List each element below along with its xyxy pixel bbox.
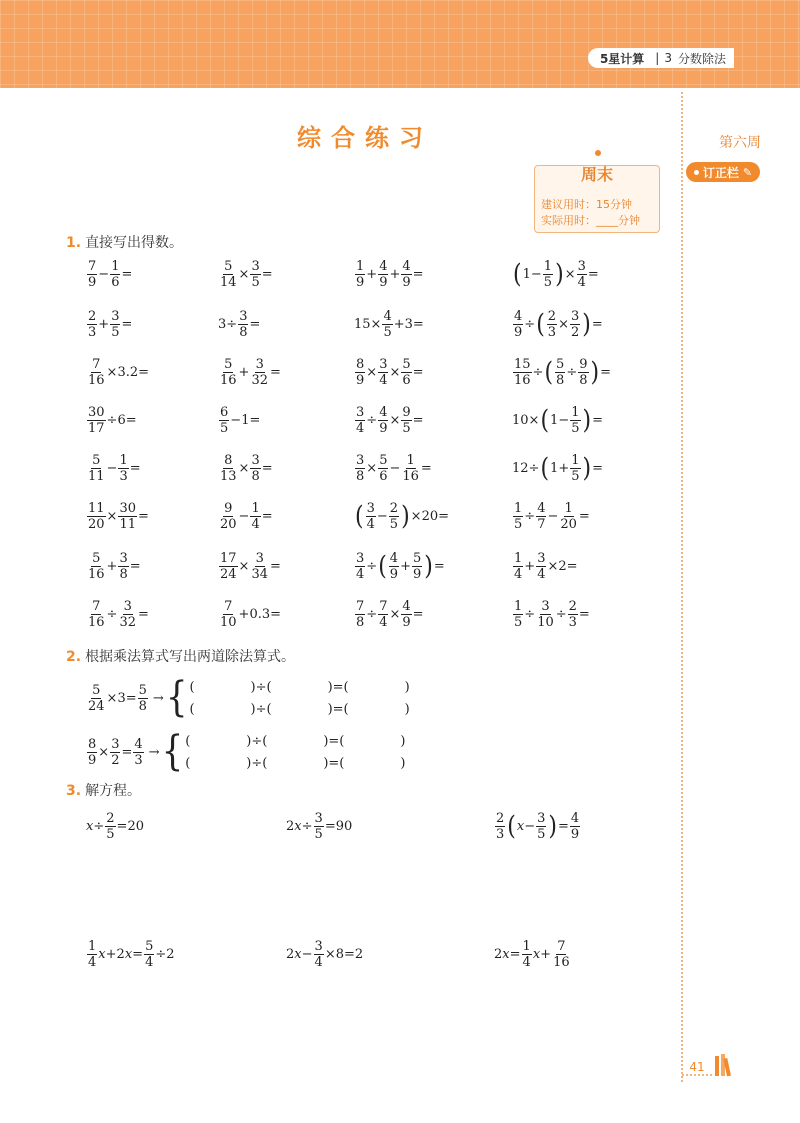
equation: x ÷ $\frac{2}{5}$ = 20 bbox=[86, 810, 144, 842]
books-icon bbox=[714, 1052, 738, 1078]
problem: 3 ÷ $\frac{3}{8}$ = bbox=[218, 308, 261, 340]
problem: $\frac{8}{13}$ × $\frac{3}{8}$ = bbox=[220, 452, 273, 484]
problem: $\frac{3}{4}$ ÷ $\frac{4}{9}$ × $\frac{9}{5}$ = bbox=[356, 404, 424, 436]
correction-column-label: 订正栏 ✎ bbox=[686, 162, 760, 182]
weekend-title: 周末 bbox=[580, 165, 613, 184]
section-1-heading: 1. 直接写出得数。 bbox=[66, 235, 184, 251]
suggested-time: 建议用时：15分钟 bbox=[541, 198, 632, 211]
problem: 7 9 − $\frac{1}{6}$ = bbox=[88, 258, 133, 290]
problem: $\frac{1}{5}$ ÷ $\frac{3}{10}$ ÷ $\frac{2}{3}$ = bbox=[514, 598, 590, 630]
weekend-timer-box bbox=[534, 165, 660, 233]
problem: $\frac{8}{9}$ × $\frac{3}{4}$ × $\frac{5}{6}$ = bbox=[356, 356, 424, 388]
equation: 2 x = $\frac{1}{4}$ x + $\frac{7}{16}$ bbox=[494, 938, 570, 970]
page-number: 41 bbox=[682, 1060, 712, 1076]
problem: 1 4 + $\frac{3}{4}$ × 2 = bbox=[514, 550, 578, 582]
section-3-heading: 3. 解方程。 bbox=[66, 783, 142, 799]
book-name: 5星计算 bbox=[599, 51, 645, 66]
pencil-icon: ✎ bbox=[742, 165, 753, 179]
problem: 5 11 − $\frac{1}{3}$ = bbox=[88, 452, 141, 484]
page-header bbox=[0, 0, 800, 88]
problem: $\frac{1}{5}$ ÷ $\frac{4}{7}$ − $\frac{1}{20}$ = bbox=[514, 500, 590, 532]
problem: $\frac{30}{17}$ ÷ 6 = bbox=[88, 404, 137, 436]
problem: $\frac{17}{24}$ × $\frac{3}{34}$ = bbox=[220, 550, 281, 582]
problem: ( 1 − $\frac{1}{5}$ ) × $\frac{3}{4}$ = bbox=[513, 258, 599, 290]
multiplication-to-division-2: $\frac{8}{9}$ × $\frac{3}{2}$ = $\frac{4}{3}$ → { ( )÷( )=( ) ( )÷( )=( ) bbox=[88, 728, 406, 776]
pin-icon bbox=[595, 150, 601, 156]
problem: ( 3 4 − $\frac{2}{5}$ ) × 20 = bbox=[355, 500, 450, 532]
chapter-tag: 5星计算 | 3 分数除法 bbox=[588, 48, 734, 68]
equation: 2 3 ( x − $\frac{3}{5}$ ) = $\frac{4}{9}$ bbox=[496, 810, 580, 842]
problem: 5 16 + $\frac{3}{32}$ = bbox=[220, 356, 281, 388]
problem: 1 9 + $\frac{4}{9}$ + $\frac{4}{9}$ = bbox=[356, 258, 424, 290]
problem: 7 10 + 0.3 = bbox=[220, 598, 282, 630]
problem: $\frac{3}{4}$ ÷ ( 4 9 + $\frac{5}{9}$ ) = bbox=[356, 550, 445, 582]
section-2-heading: 2. 根据乘法算式写出两道除法算式。 bbox=[66, 649, 296, 665]
equation: 2 x − $\frac{3}{4}$ × 8 = 2 bbox=[286, 938, 364, 970]
sidebar-divider bbox=[681, 92, 683, 1082]
problem: 2 3 + $\frac{3}{5}$ = bbox=[88, 308, 133, 340]
week-label: 第六周 bbox=[719, 135, 761, 151]
unit-number: 3 bbox=[664, 51, 672, 65]
multiplication-to-division-1: $\frac{5}{24}$ × 3 = $\frac{5}{8}$ → { ( )÷( )=( ) ( )÷( )=( ) bbox=[88, 674, 410, 722]
actual-time: 实际用时：____分钟 bbox=[541, 214, 640, 227]
problem: $\frac{7}{16}$ ÷ $\frac{3}{32}$ = bbox=[88, 598, 149, 630]
page-title: 综合练习 bbox=[297, 124, 433, 152]
problem: 10 × ( 1 − $\frac{1}{5}$ ) = bbox=[512, 404, 604, 436]
unit-title: 分数除法 bbox=[677, 51, 726, 66]
problem: 12 ÷ ( 1 + $\frac{1}{5}$ ) = bbox=[512, 452, 604, 484]
problem: $\frac{4}{9}$ ÷ ( $\frac{2}{3}$ × $\frac{3}{2}$ ) = bbox=[514, 308, 603, 340]
problem: 5 16 + $\frac{3}{8}$ = bbox=[88, 550, 141, 582]
problem: $\frac{7}{16}$ × 3.2 = bbox=[88, 356, 150, 388]
equation: 2 x ÷ $\frac{3}{5}$ = 90 bbox=[286, 810, 353, 842]
problem: $\frac{15}{16}$ ÷ ( $\frac{5}{8}$ ÷ $\frac{9}{8}$ ) = bbox=[514, 356, 612, 388]
problem: $\frac{3}{8}$ × $\frac{5}{6}$ − $\frac{1}{16}$ = bbox=[356, 452, 432, 484]
dot-icon bbox=[694, 170, 699, 175]
problem: $\frac{5}{14}$ × $\frac{3}{5}$ = bbox=[220, 258, 273, 290]
equation: 1 4 x + 2 x = $\frac{5}{4}$ ÷ 2 bbox=[88, 938, 175, 970]
problem: 6 5 − 1 = bbox=[220, 404, 261, 436]
problem: $\frac{7}{8}$ ÷ $\frac{7}{4}$ × $\frac{4}{9}$ = bbox=[356, 598, 424, 630]
problem: 9 20 − $\frac{1}{4}$ = bbox=[220, 500, 273, 532]
problem: $\frac{11}{20}$ × $\frac{30}{11}$ = bbox=[88, 500, 149, 532]
problem: 15 × $\frac{4}{5}$ + 3 = bbox=[354, 308, 424, 340]
